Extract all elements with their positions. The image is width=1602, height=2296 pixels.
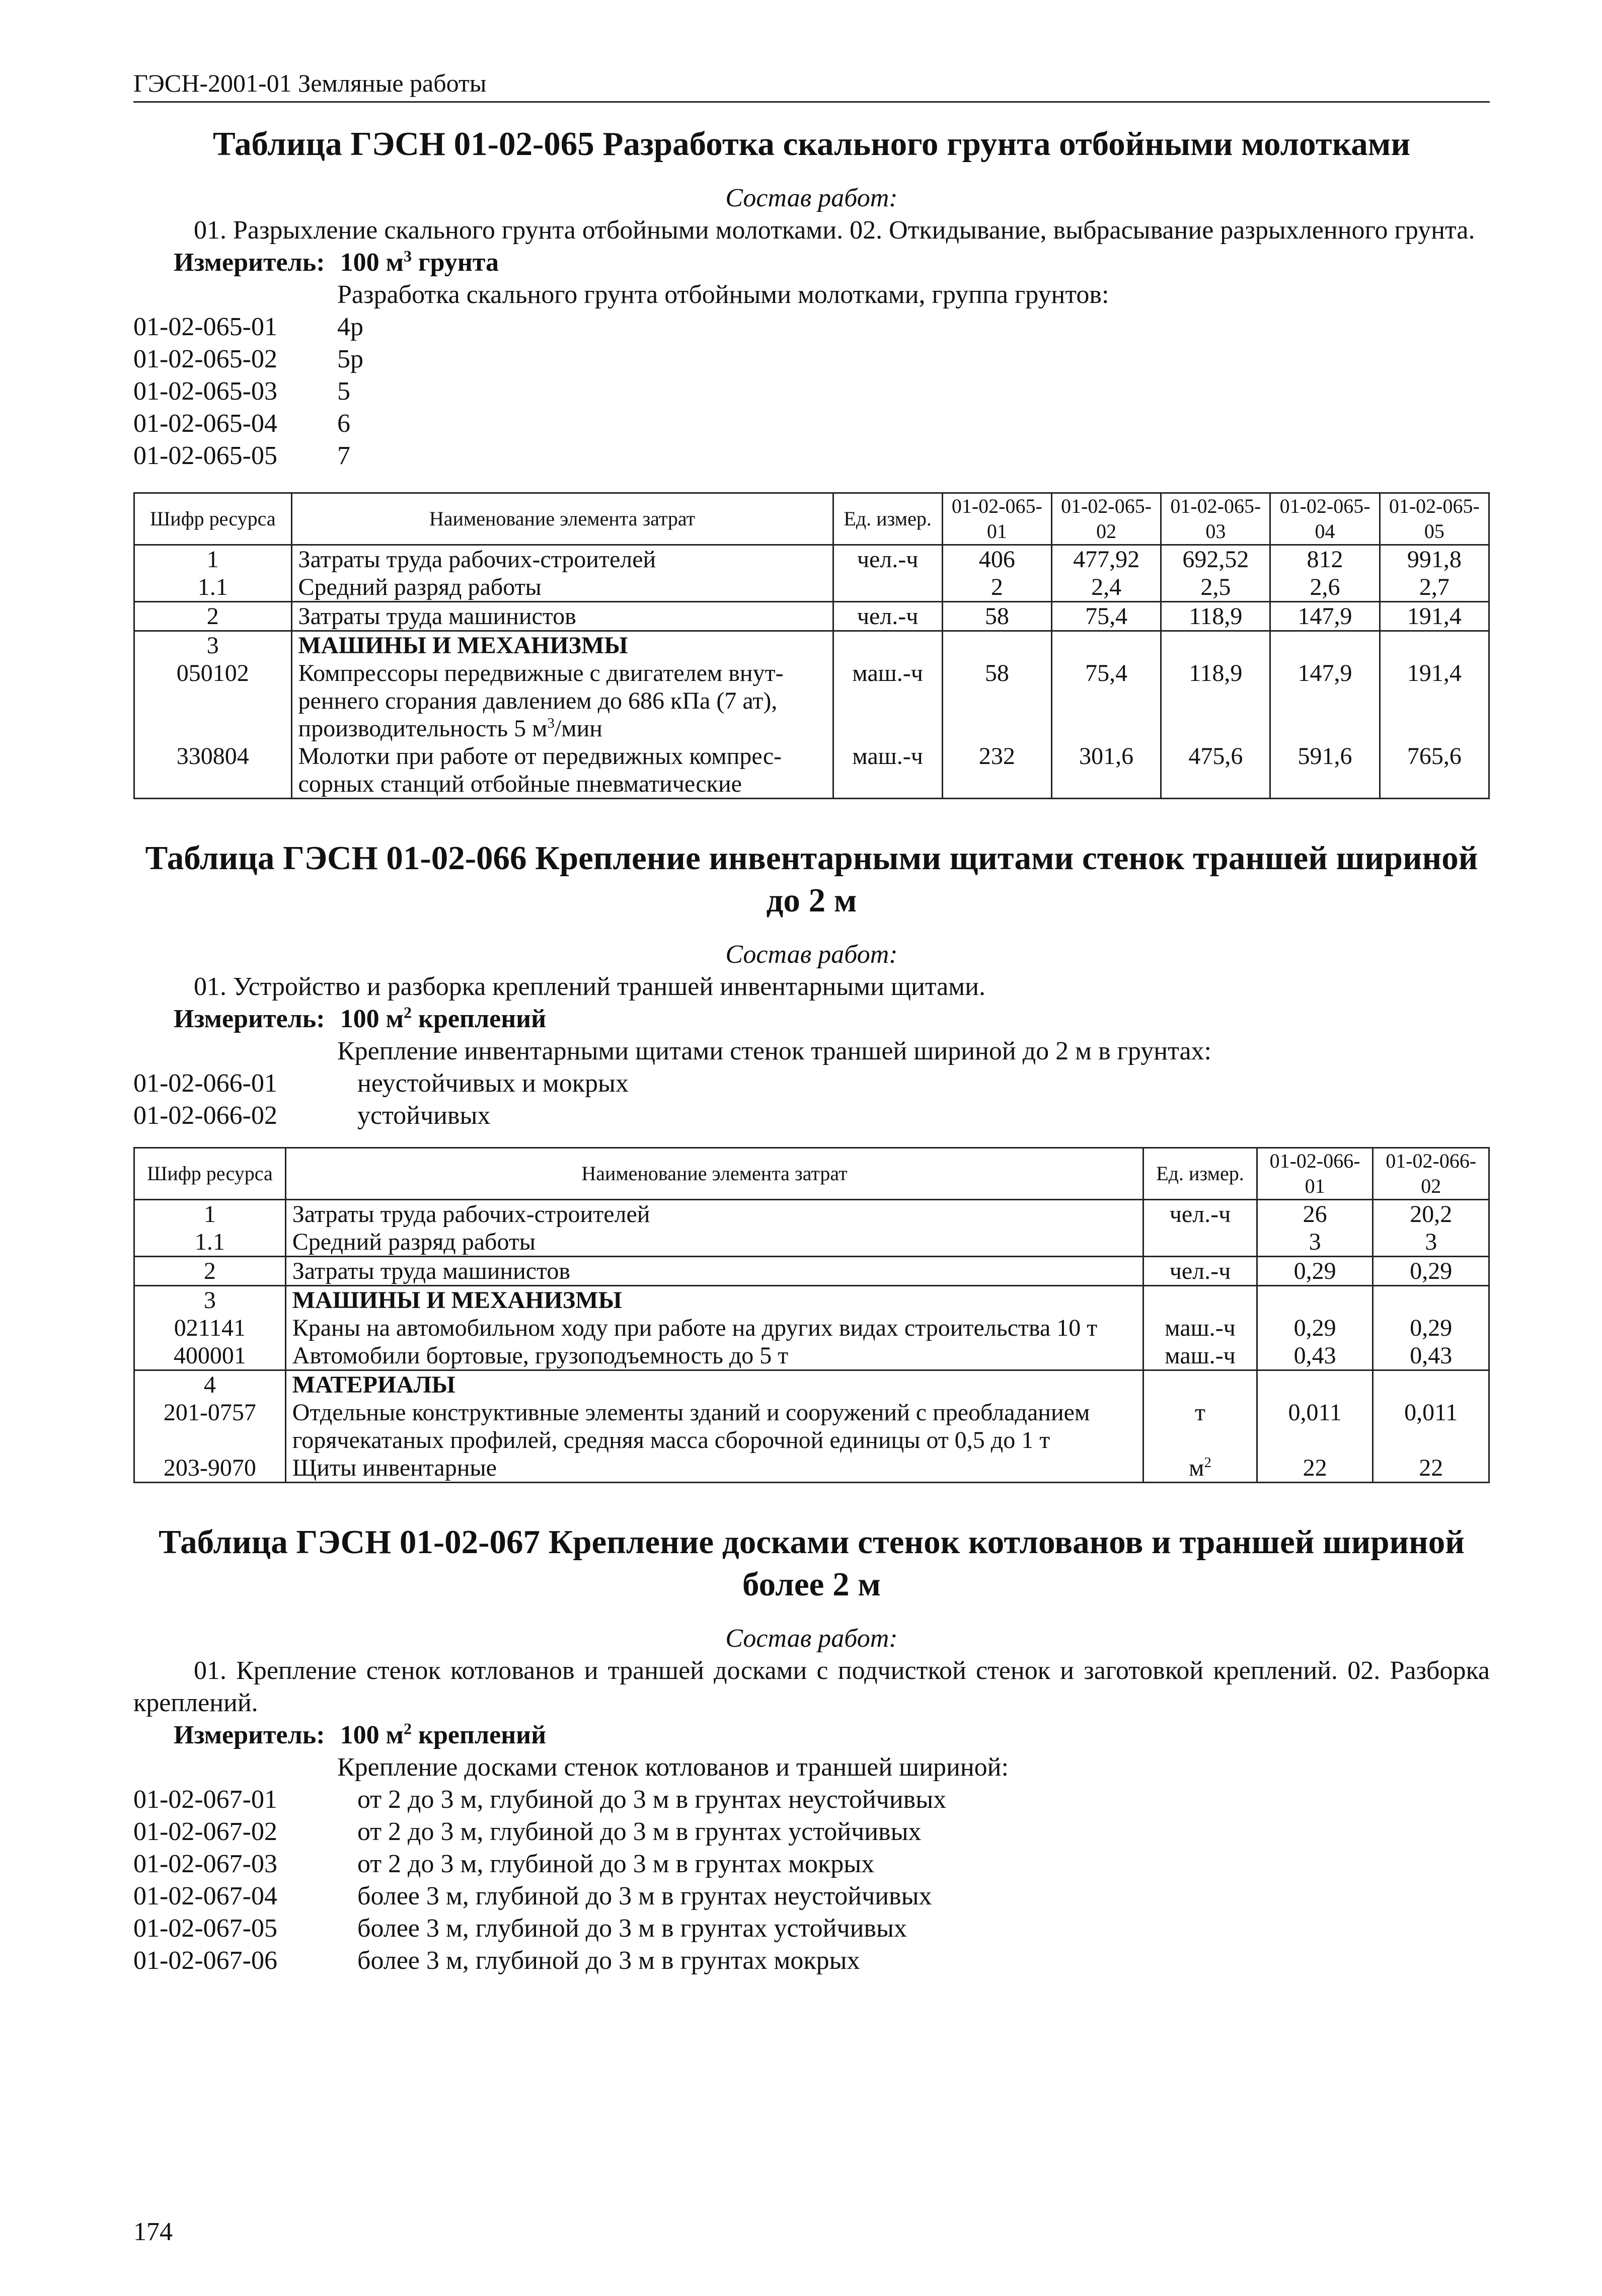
composition-text: 01. Устройство и разборка креплений траншей инвентарными щитами. xyxy=(194,972,985,1001)
unit-line xyxy=(174,1719,1490,1751)
unit-label: Измеритель: xyxy=(174,1005,325,1033)
code-list xyxy=(133,1784,1490,1977)
code-row xyxy=(133,343,1490,375)
cell-value: 20,2 xyxy=(1373,1200,1489,1229)
cell-unit: чел.-ч xyxy=(833,545,942,574)
cell-value xyxy=(1257,1286,1373,1315)
unit-value xyxy=(340,248,499,277)
cell-value: 26 xyxy=(1257,1200,1373,1229)
unit-value-suffix: грунта xyxy=(412,248,499,277)
title-line: более 2 м xyxy=(742,1566,881,1603)
unit-label: Измеритель: xyxy=(174,1721,325,1749)
cell-code: 021141 xyxy=(134,1314,286,1342)
cell-value: 58 xyxy=(942,659,1051,742)
header-col: 01-02-065-02 xyxy=(1051,493,1161,545)
table-row xyxy=(134,1314,1489,1342)
cell-unit xyxy=(833,631,942,660)
code-desc: 7 xyxy=(337,441,350,470)
cell-name: Затраты труда машинистов xyxy=(285,1257,1143,1286)
cell-unit: маш.-ч xyxy=(1143,1314,1257,1342)
cell-value: 75,4 xyxy=(1051,659,1161,742)
code: 01-02-066-02 xyxy=(133,1101,277,1130)
cell-name: Средний разряд работы xyxy=(291,573,833,602)
code-row xyxy=(133,1100,1490,1132)
cell-value: 812 xyxy=(1270,545,1380,574)
cell-name: Затраты труда рабочих-строителей xyxy=(291,545,833,574)
unit-line xyxy=(174,1003,1490,1035)
cell-value: 3 xyxy=(1257,1228,1373,1257)
cell-value xyxy=(1380,631,1489,660)
header-unit: Ед. измер. xyxy=(833,493,942,545)
section-066 xyxy=(133,837,1490,1483)
cell-value: 692,52 xyxy=(1161,545,1270,574)
title-line: Таблица ГЭСН 01-02-067 Крепление досками стенок котлованов и траншей шириной xyxy=(159,1523,1465,1561)
cell-value: 0,011 xyxy=(1257,1399,1373,1454)
section-title-066 xyxy=(133,837,1490,922)
unit-value xyxy=(340,1721,546,1749)
cell-value xyxy=(1257,1370,1373,1399)
code: 01-02-067-05 xyxy=(133,1914,277,1943)
cell-unit: чел.-ч xyxy=(1143,1257,1257,1286)
table-row xyxy=(134,1399,1489,1454)
section-065 xyxy=(133,123,1490,799)
unit-exponent: 2 xyxy=(1204,1455,1211,1471)
table-row xyxy=(134,631,1489,660)
code-desc: от 2 до 3 м, глубиной до 3 м в грунтах мокрых xyxy=(357,1850,875,1878)
table-row xyxy=(134,1200,1489,1229)
cell-value xyxy=(942,631,1051,660)
list-heading: Разработка скального грунта отбойными молотками, группа грунтов: xyxy=(337,280,1109,309)
cell-value xyxy=(1161,631,1270,660)
cell-value: 191,4 xyxy=(1380,659,1489,742)
code-row xyxy=(133,1912,1490,1945)
code: 01-02-067-04 xyxy=(133,1882,277,1910)
cell-unit: маш.-ч xyxy=(1143,1342,1257,1370)
table-row xyxy=(134,1228,1489,1257)
name-line: горячекатаных профилей, средняя масса сборочной единицы от 0,5 до 1 т xyxy=(292,1427,1050,1453)
cell-value: 406 xyxy=(942,545,1051,574)
cell-value: 22 xyxy=(1373,1454,1489,1483)
code-row xyxy=(133,1848,1490,1880)
cell-unit: т xyxy=(1143,1399,1257,1454)
code-row xyxy=(133,1880,1490,1912)
name-line: реннего сгорания давлением до 686 кПа (7 ат), xyxy=(298,687,778,714)
cell-code: 1 xyxy=(134,545,292,574)
cell-value: 75,4 xyxy=(1051,602,1161,631)
unit-value-suffix: креплений xyxy=(412,1005,547,1033)
table-row xyxy=(134,742,1489,799)
cell-code: 201-0757 xyxy=(134,1399,286,1454)
composition-label: Состав работ: xyxy=(725,940,898,969)
table-row xyxy=(134,1454,1489,1483)
header-name: Наименование элемента затрат xyxy=(285,1148,1143,1200)
code-row xyxy=(133,440,1490,472)
header-col: 01-02-065-05 xyxy=(1380,493,1489,545)
name-line: производительность 5 м xyxy=(298,715,548,742)
unit-label: Измеритель: xyxy=(174,248,325,277)
cell-code: 1 xyxy=(134,1200,286,1229)
cell-value: 591,6 xyxy=(1270,742,1380,799)
code-row xyxy=(133,375,1490,408)
code-row xyxy=(133,1816,1490,1848)
code-desc: 6 xyxy=(337,409,350,438)
composition-text: 01. Разрыхление скального грунта отбойными молотками. 02. Откидывание, выбрасывание разрыхленного грунта. xyxy=(194,216,1475,245)
code-list xyxy=(133,1067,1490,1132)
cell-code: 1.1 xyxy=(134,1228,286,1257)
table-row xyxy=(134,1370,1489,1399)
code-desc: более 3 м, глубиной до 3 м в грунтах мокрых xyxy=(357,1946,860,1975)
cell-value: 2 xyxy=(942,573,1051,602)
composition-label: Состав работ: xyxy=(725,1624,898,1653)
cell-code: 4 xyxy=(134,1370,286,1399)
code-desc: от 2 до 3 м, глубиной до 3 м в грунтах устойчивых xyxy=(357,1817,922,1846)
cell-code: 2 xyxy=(134,1257,286,1286)
code: 01-02-065-04 xyxy=(133,409,277,438)
table-row xyxy=(134,1286,1489,1315)
header-unit: Ед. измер. xyxy=(1143,1148,1257,1200)
cell-name: Затраты труда машинистов xyxy=(291,602,833,631)
cell-value xyxy=(1373,1286,1489,1315)
unit-exponent: 2 xyxy=(404,1003,412,1022)
table-header-row xyxy=(134,493,1489,545)
unit-exponent: 3 xyxy=(404,247,412,265)
running-header: ГЭСН-2001-01 Земляные работы xyxy=(133,68,1490,103)
cell-name: Краны на автомобильном ходу при работе на других видах строительства 10 т xyxy=(285,1314,1143,1342)
code: 01-02-065-02 xyxy=(133,345,277,373)
cell-name xyxy=(291,659,833,742)
cell-value: 0,29 xyxy=(1373,1314,1489,1342)
cell-value: 58 xyxy=(942,602,1051,631)
cell-code: 400001 xyxy=(134,1342,286,1370)
exponent: 3 xyxy=(547,715,555,731)
table-row xyxy=(134,659,1489,742)
cell-code: 050102 xyxy=(134,659,292,742)
code: 01-02-065-01 xyxy=(133,313,277,341)
cell-unit xyxy=(1143,1228,1257,1257)
page-number: 174 xyxy=(133,2217,173,2246)
cell-value xyxy=(1270,631,1380,660)
unit-value-text: 100 м xyxy=(340,1721,404,1749)
cell-value: 477,92 xyxy=(1051,545,1161,574)
cell-value xyxy=(1051,631,1161,660)
header-col: 01-02-066-01 xyxy=(1257,1148,1373,1200)
name-line: сорных станций отбойные пневматические xyxy=(298,771,742,797)
cell-value: 991,8 xyxy=(1380,545,1489,574)
cell-name xyxy=(285,1399,1143,1454)
cell-value: 0,011 xyxy=(1373,1399,1489,1454)
code-row xyxy=(133,1067,1490,1100)
cell-value: 0,43 xyxy=(1373,1342,1489,1370)
cell-code: 2 xyxy=(134,602,292,631)
cell-unit xyxy=(1143,1370,1257,1399)
code-desc: устойчивых xyxy=(357,1101,491,1130)
section-067 xyxy=(133,1521,1490,1977)
code-desc: более 3 м, глубиной до 3 м в грунтах неустойчивых xyxy=(357,1882,932,1910)
code: 01-02-065-05 xyxy=(133,441,277,470)
group-heading: МАШИНЫ И МЕХАНИЗМЫ xyxy=(285,1286,1143,1315)
header-name: Наименование элемента затрат xyxy=(291,493,833,545)
code: 01-02-067-02 xyxy=(133,1817,277,1846)
cell-value: 301,6 xyxy=(1051,742,1161,799)
name-line: Компрессоры передвижные с двигателем внут- xyxy=(298,660,784,686)
document-page xyxy=(133,68,1490,1977)
unit-text: м xyxy=(1189,1455,1204,1481)
code: 01-02-065-03 xyxy=(133,377,277,406)
unit-value xyxy=(340,1005,546,1033)
cell-code: 1.1 xyxy=(134,573,292,602)
unit-exponent: 2 xyxy=(404,1719,412,1738)
section-title-067 xyxy=(133,1521,1490,1605)
code-desc: 5р xyxy=(337,345,363,373)
composition-text: 01. Крепление стенок котлованов и траншей досками с подчисткой стенок и заготовкой креплений. 02. Разборка креплений. xyxy=(133,1656,1490,1717)
cell-value: 0,29 xyxy=(1257,1257,1373,1286)
list-heading: Крепление инвентарными щитами стенок траншей шириной до 2 м в грунтах: xyxy=(337,1037,1211,1065)
cell-code: 330804 xyxy=(134,742,292,799)
cell-code: 3 xyxy=(134,1286,286,1315)
code: 01-02-067-01 xyxy=(133,1785,277,1814)
table-row xyxy=(134,545,1489,574)
cell-value: 2,4 xyxy=(1051,573,1161,602)
cell-value: 118,9 xyxy=(1161,659,1270,742)
cell-unit: чел.-ч xyxy=(833,602,942,631)
code-row xyxy=(133,1945,1490,1977)
header-code: Шифр ресурса xyxy=(134,493,292,545)
cell-name: Автомобили бортовые, грузоподъемность до 5 т xyxy=(285,1342,1143,1370)
list-heading: Крепление досками стенок котлованов и траншей шириной: xyxy=(337,1753,1009,1782)
name-line: /мин xyxy=(554,715,602,742)
title-line: Таблица ГЭСН 01-02-066 Крепление инвентарными щитами стенок траншей шириной xyxy=(145,839,1478,877)
cell-value: 232 xyxy=(942,742,1051,799)
title-line: до 2 м xyxy=(766,882,857,919)
cell-code: 203-9070 xyxy=(134,1454,286,1483)
unit-value-suffix: креплений xyxy=(412,1721,547,1749)
cell-value xyxy=(1373,1370,1489,1399)
code-desc: более 3 м, глубиной до 3 м в грунтах устойчивых xyxy=(357,1914,907,1943)
cell-unit xyxy=(1143,1454,1257,1483)
cell-value: 147,9 xyxy=(1270,602,1380,631)
header-col: 01-02-065-04 xyxy=(1270,493,1380,545)
cell-name: Затраты труда рабочих-строителей xyxy=(285,1200,1143,1229)
table-row xyxy=(134,573,1489,602)
cell-unit xyxy=(833,573,942,602)
cell-unit xyxy=(1143,1286,1257,1315)
cell-name xyxy=(291,742,833,799)
resource-table-066 xyxy=(133,1147,1490,1483)
code: 01-02-067-03 xyxy=(133,1850,277,1878)
code: 01-02-066-01 xyxy=(133,1069,277,1098)
cell-value: 191,4 xyxy=(1380,602,1489,631)
cell-value: 2,5 xyxy=(1161,573,1270,602)
header-col: 01-02-066-02 xyxy=(1373,1148,1489,1200)
resource-table-065 xyxy=(133,492,1490,799)
cell-value: 475,6 xyxy=(1161,742,1270,799)
code-row xyxy=(133,408,1490,440)
header-code: Шифр ресурса xyxy=(134,1148,286,1200)
code-desc: неустойчивых и мокрых xyxy=(357,1069,629,1098)
unit-value-text: 100 м xyxy=(340,1005,404,1033)
group-heading: МАТЕРИАЛЫ xyxy=(285,1370,1143,1399)
cell-unit: маш.-ч xyxy=(833,659,942,742)
cell-value: 118,9 xyxy=(1161,602,1270,631)
cell-value: 2,7 xyxy=(1380,573,1489,602)
header-col: 01-02-065-01 xyxy=(942,493,1051,545)
unit-line xyxy=(174,247,1490,279)
cell-code: 3 xyxy=(134,631,292,660)
cell-value: 765,6 xyxy=(1380,742,1489,799)
cell-value: 0,29 xyxy=(1257,1314,1373,1342)
cell-unit: чел.-ч xyxy=(1143,1200,1257,1229)
code-row xyxy=(133,1784,1490,1816)
section-title-065: Таблица ГЭСН 01-02-065 Разработка скального грунта отбойными молотками xyxy=(212,125,1411,163)
table-row xyxy=(134,1257,1489,1286)
unit-value-text: 100 м xyxy=(340,248,404,277)
header-col: 01-02-065-03 xyxy=(1161,493,1270,545)
code-row xyxy=(133,311,1490,343)
code: 01-02-067-06 xyxy=(133,1946,277,1975)
code-desc: 5 xyxy=(337,377,350,406)
code-desc: 4р xyxy=(337,313,363,341)
cell-value: 2,6 xyxy=(1270,573,1380,602)
table-header-row xyxy=(134,1148,1489,1200)
cell-value: 3 xyxy=(1373,1228,1489,1257)
name-line: Молотки при работе от передвижных компрес- xyxy=(298,743,782,770)
composition-label: Состав работ: xyxy=(725,184,898,212)
cell-value: 0,43 xyxy=(1257,1342,1373,1370)
table-row xyxy=(134,1342,1489,1370)
table-row xyxy=(134,602,1489,631)
group-heading: МАШИНЫ И МЕХАНИЗМЫ xyxy=(291,631,833,660)
code-list xyxy=(133,311,1490,472)
name-line: Отдельные конструктивные элементы зданий и сооружений с преобладанием xyxy=(292,1399,1090,1426)
cell-name: Средний разряд работы xyxy=(285,1228,1143,1257)
cell-value: 0,29 xyxy=(1373,1257,1489,1286)
cell-unit: маш.-ч xyxy=(833,742,942,799)
cell-value: 22 xyxy=(1257,1454,1373,1483)
cell-name: Щиты инвентарные xyxy=(285,1454,1143,1483)
cell-value: 147,9 xyxy=(1270,659,1380,742)
code-desc: от 2 до 3 м, глубиной до 3 м в грунтах неустойчивых xyxy=(357,1785,947,1814)
